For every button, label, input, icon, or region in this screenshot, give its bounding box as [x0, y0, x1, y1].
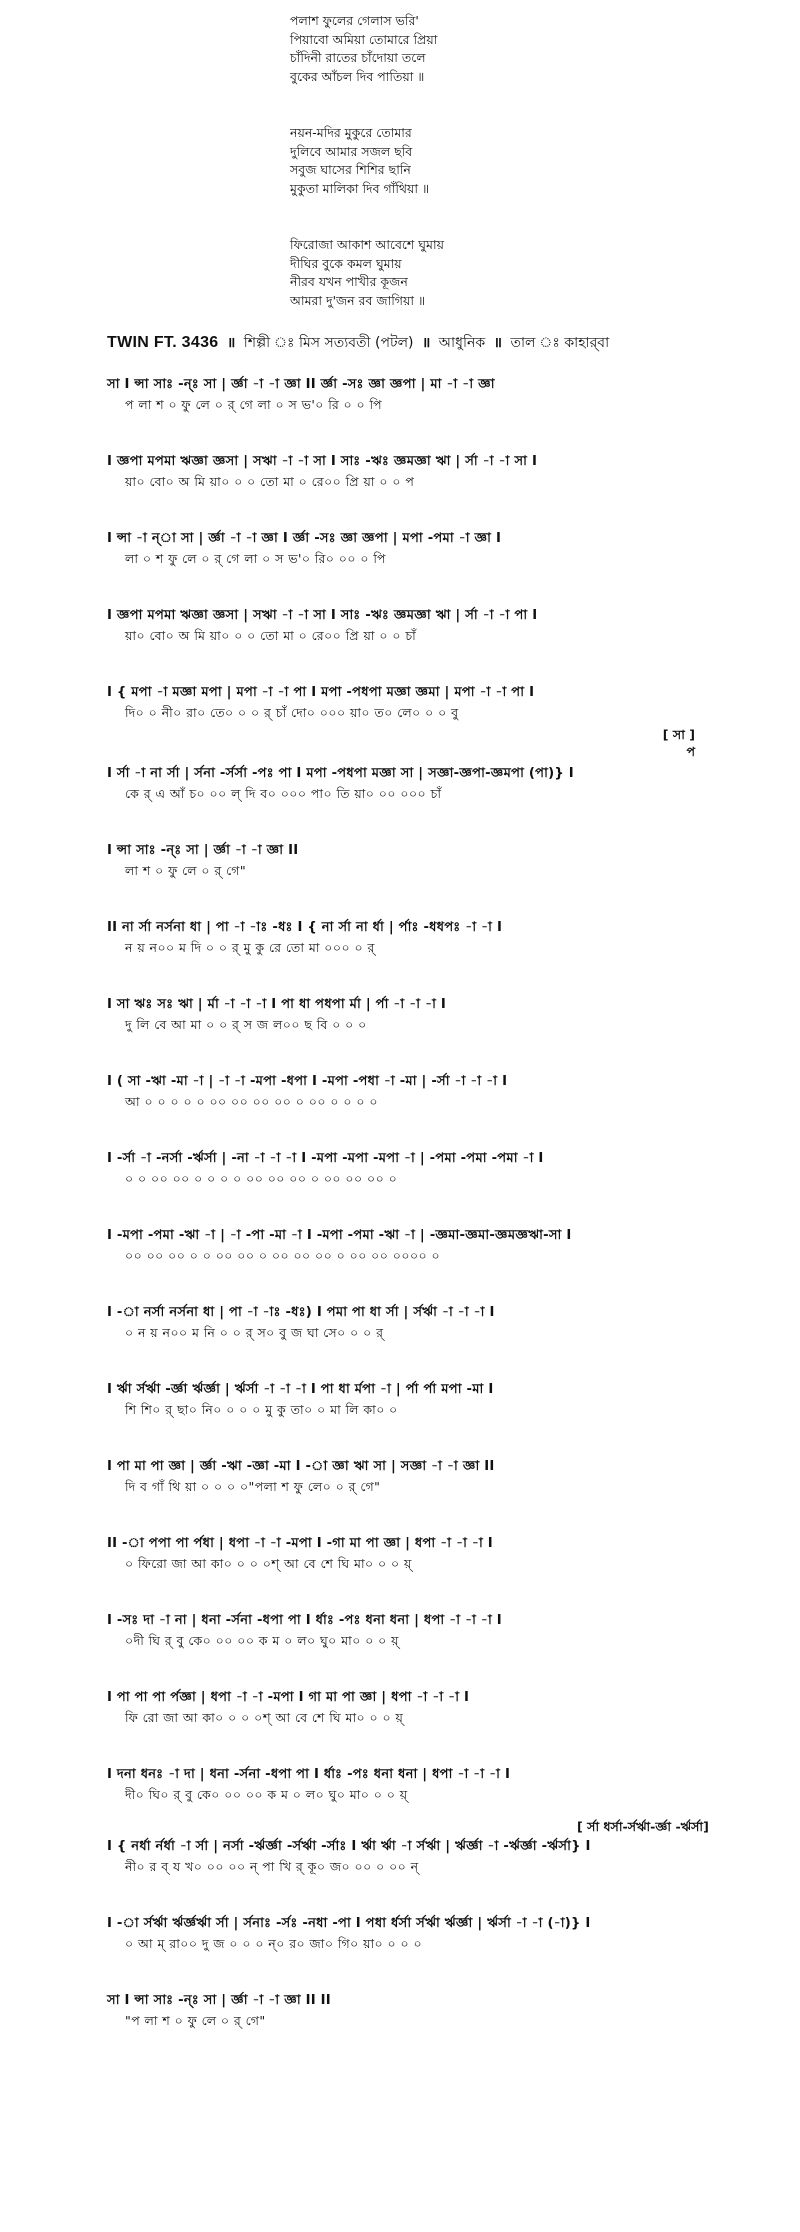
- notation-row: [107, 1226, 707, 1265]
- lyrics-line: পিয়াবো অমিয়া তোমারে প্রিয়া: [290, 31, 438, 47]
- swara-line: I -া নর্সা নর্সনা ধা | পা -া -াঃ -ধঃ) I পমা পা ধা র্সা | র্সর্ঋা -া -া -া I: [107, 1305, 495, 1320]
- tala-label: তাল ঃ কাহার্‌বা: [510, 335, 610, 351]
- swara-line: I -মপা -পমা -ঋা -া | -া -পা -মা -া I -মপা -পমা -ঋা -া | -জ্ঞমা-জ্ঞমা-জ্ঞমজ্ঞঋা-সা I: [107, 1228, 572, 1243]
- syllable-line: ০০ ০০ ০০ ০ ০ ০০ ০০ ০ ০০ ০০ ০০ ০ ০০ ০০ ০০০০ ০: [125, 1248, 441, 1263]
- syllable-line: কে র্‌ এ আঁ চ০ ০০ ল্‌ দি ব০ ০০০ পা০ তি য়া০ ০০ ০০০ চাঁ: [125, 786, 442, 801]
- syllable-line: আ ০ ০ ০ ০ ০ ০০ ০০ ০০ ০০ ০ ০০ ০ ০ ০ ০: [125, 1094, 378, 1109]
- syllable-line: ০ আ ম্‌ রা০০ দু জ ০ ০ ০ ন্‌০ র০ জা০ গি০ য়া০ ০ ০ ০: [125, 1936, 423, 1951]
- notation-row: [107, 452, 707, 491]
- swara-line: II -া পপা পা র্পধা | ধপা -া -া -মপা I -গা মা পা জ্ঞা | ধপা -া -া -া I: [107, 1536, 493, 1551]
- swara-line: I -সঃ দা -া না | ধনা -র্সনা -ধপা পা I র্ধাঃ -পঃ ধনা ধনা | ধপা -া -া -া I: [107, 1613, 502, 1628]
- syllable-line: ০ ০ ০০ ০০ ০ ০ ০ ০ ০০ ০০ ০০ ০ ০০ ০০ ০০ ০: [125, 1171, 398, 1186]
- lyrics-line: পলাশ ফুলের গেলাস ভরি': [290, 13, 419, 28]
- swara-line: II না র্সা নর্সনা ধা | পা -া -াঃ -ধঃ I { না র্সা না র্ধা | র্পাঃ -ধধপঃ -া -া I: [107, 920, 503, 935]
- syllable-line: লা ০ শ ফু লে ০ র্‌ গে লা ০ স ভ'০ রি০ ০০ ০ পি: [125, 551, 386, 566]
- syllable-line: দু লি বে আ মা ০ ০ র্‌ স জ ল০০ ছ বি ০ ০ ০: [125, 1017, 367, 1032]
- lyrics-line: দুলিবে আমার সজল ছবি: [290, 143, 413, 159]
- notation-row: [107, 1072, 707, 1111]
- song-heading: [107, 333, 747, 353]
- notation-row: [107, 995, 707, 1034]
- syllable-line: য়া০ বো০ অ মি য়া০ ০ ০ তো মা ০ রে০০ প্রি য়া ০ ০ প: [125, 474, 415, 489]
- lyrics-line: ফিরোজা আকাশ আবেশে ঘুমায়: [290, 237, 444, 252]
- swara-line: I জ্ঞপা মপমা ঋজ্ঞা জ্ঞসা | সঋা -া -া সা I সাঃ -ঋঃ জ্ঞমজ্ঞা ঋা | র্সা -া -া পা I: [107, 608, 538, 623]
- song-genre: আধুনিক: [438, 335, 486, 351]
- syllable-line: য়া০ বো০ অ মি য়া০ ০ ০ তো মা ০ রে০০ প্রি য়া ০ ০ চাঁ: [125, 628, 417, 643]
- notation-row: [107, 841, 707, 880]
- notation-row: [107, 764, 707, 803]
- syllable-line: দী০ ঘি০ র্‌ বু কে০ ০০ ০০ ক ম ০ ল০ ঘু০ মা০ ০ ০ য়্‌: [125, 1787, 408, 1802]
- syllable-line: ফি রো জা আ কা০ ০ ০ ০শ্‌ আ বে শে ঘি মা০ ০ ০ য়্‌: [125, 1710, 404, 1725]
- syllable-line: দি০ ০ নী০ রা০ তে০ ০ ০ র্‌ চাঁ দো০ ০০০ য়া০ ত০ লে০ ০ ০ বু: [125, 705, 459, 720]
- notation-row: [107, 1534, 707, 1573]
- lyrics-line: সবুজ ঘাসের শিশির ছানি: [290, 162, 411, 177]
- syllable-line: নী০ র ব্‌ য খ০ ০০ ০০ ন্‌ পা খি র্‌ কূ০ জ০ ০০ ০ ০০ ন্‌: [125, 1859, 419, 1874]
- swara-line: I ( সা -ঋা -মা -া | -া -া -মপা -ধপা I -মপা -পধা -া -মা | -র্সা -া -া -া I: [107, 1074, 508, 1089]
- swara-line: I { নর্ধা র্নর্ধা -া র্সা | নর্সা -র্ঋর্জ্ঞা -র্সর্ঋা -র্সাঃ I র্ঋা র্ঋা -া র্সর্ঋা | র্ঋর্জ্ঞা -া -র্ঋর্জ্ঞা -র্ঋর্সা} I: [107, 1839, 591, 1854]
- notation-row: [107, 1380, 707, 1419]
- artist-credit: শিল্পী ঃ মিস সত্যবতী (পটল): [243, 335, 414, 351]
- syllable-line: ০দী ঘি র্‌ বু কে০ ০০ ০০ ক ম ০ ল০ ঘু০ মা০ ০ ০ য়্‌: [125, 1633, 399, 1648]
- swara-line: I ন্সা সাঃ -ন্‌ঃ সা | র্জ্ঞা -া -া জ্ঞা II: [107, 843, 299, 858]
- lyrics-line: চাঁদিনী রাতের চাঁদোয়া তলে: [290, 50, 426, 65]
- syllable-line: প লা শ ০ ফু লে ০ র্‌ গে লা ০ স ভ'০ রি ০ ০ পি: [125, 397, 383, 412]
- syllable-line: শি শি০ র্‌ ছা০ নি০ ০ ০ ০ মু কু তা০ ০ মা লি কা০ ০: [125, 1402, 398, 1417]
- alternate-syllable: প: [686, 744, 695, 759]
- notation-row: [107, 1149, 707, 1188]
- swara-line: I জ্ঞপা মপমা ঋজ্ঞা জ্ঞসা | সঋা -া -া সা I সাঃ -ঋঃ জ্ঞমজ্ঞা ঋা | র্সা -া -া সা I: [107, 454, 538, 469]
- notation-row: [107, 375, 707, 414]
- swara-line: I -া র্সর্ঋা র্ঋর্জ্ঞর্ঋা র্সা | র্সনাঃ -র্সঃ -নধা -পা I পধা র্ধর্সা র্সর্ঋা র্ঋর্জ্ঞা | র্ঋর্সা -া -া (-া)} I: [107, 1916, 591, 1931]
- notation-row: [107, 1765, 707, 1804]
- syllable-line: ০ ন য় ন০০ ম নি ০ ০ র্‌ স০ বু জ ঘা সে০ ০ ০ র্‌: [125, 1325, 384, 1340]
- lyrics-stanza-3: [290, 236, 650, 310]
- notation-row: [107, 918, 707, 957]
- swara-line: I র্ঋা র্সর্ঋা -র্জ্ঞা র্ঋর্জ্ঞা | র্ঋর্সা -া -া -া I পা ধা র্মপা -া | র্পা র্পা মপা -মা I: [107, 1382, 494, 1397]
- lyrics-line: মুকুতা মালিকা দিব গাঁথিয়া ॥: [290, 180, 430, 196]
- lyrics-line: নয়ন-মদির মুকুরে তোমার: [290, 125, 412, 140]
- notation-row: [107, 1991, 707, 2030]
- syllable-line: ০ ফিরো জা আ কা০ ০ ০ ০শ্‌ আ বে শে ঘি মা০ ০ ০ য়্‌: [125, 1556, 412, 1571]
- heading-separator: ॥: [226, 335, 236, 351]
- alternate-phrase: [107, 726, 707, 760]
- lyrics-line: বুকের আঁচল দিব পাতিয়া ॥: [290, 68, 425, 84]
- notation-row: [107, 529, 707, 568]
- swara-line: সা I ন্সা সাঃ -ন্‌ঃ সা | র্জ্ঞা -া -া জ্ঞা II র্জ্ঞা -সঃ জ্ঞা জ্ঞপা | মা -া -া জ্ঞা: [107, 377, 495, 392]
- lyrics-stanza-1: [290, 12, 650, 86]
- notation-row: [107, 1688, 707, 1727]
- swara-line: সা I ন্সা সাঃ -ন্‌ঃ সা | র্জ্ঞা -া -া জ্ঞা II II: [107, 1993, 331, 2008]
- notation-row: [107, 1303, 707, 1342]
- record-number: TWIN FT. 3436: [107, 334, 219, 351]
- alternate-phrase: [107, 1818, 707, 1835]
- notation-row: [107, 1837, 707, 1876]
- heading-separator: ॥: [421, 335, 431, 351]
- syllable-line: ন য় ন০০ ম দি ০ ০ র্‌ মু কু রে তো মা ০০০ ০ র্‌: [125, 940, 375, 955]
- song-lyrics: [290, 12, 650, 348]
- notation-row: [107, 1611, 707, 1650]
- swara-line: I পা পা পা র্পজ্ঞা | ধপা -া -া -মপা I গা মা পা জ্ঞা | ধপা -া -া -া I: [107, 1690, 470, 1705]
- lyrics-stanza-2: [290, 124, 650, 198]
- notation-row: [107, 1457, 707, 1496]
- syllable-line: "প লা শ ০ ফু লে ০ র্‌ গে": [125, 2013, 266, 2028]
- alternate-swara: [ সা ]: [662, 727, 695, 742]
- swara-line: I ন্সা -া ন্‌া সা | র্জ্ঞা -া -া জ্ঞা I র্জ্ঞা -সঃ জ্ঞা জ্ঞপা | মপা -পমা -া জ্ঞা I: [107, 531, 502, 546]
- syllable-line: লা শ ০ ফু লে ০ র্‌ গে": [125, 863, 247, 878]
- notation-row: [107, 1914, 707, 1953]
- alternate-swara: [ র্সা ধর্সা-র্সর্ঋা-র্জ্ঞা -র্ঋর্সা]: [577, 1819, 709, 1834]
- lyrics-line: দীঘির বুকে কমল ঘুমায়: [290, 255, 402, 271]
- swara-line: I -র্সা -া -নর্সা -র্ঋর্সা | -না -া -া -া I -মপা -মপা -মপা -া | -পমা -পমা -পমা -া I: [107, 1151, 544, 1166]
- swara-line: I পা মা পা জ্ঞা | র্জ্ঞা -ঋা -জ্ঞা -মা I -া জ্ঞা ঋা সা | সজ্ঞা -া -া জ্ঞা II: [107, 1459, 495, 1474]
- notation-row: [107, 606, 707, 645]
- lyrics-line: নীরব যখন পাখীর কূজন: [290, 274, 408, 289]
- notation-row: [107, 683, 707, 722]
- heading-separator: ॥: [493, 335, 502, 351]
- swaralipi-notation: [107, 375, 707, 2068]
- lyrics-line: আমরা দু'জন রব জাগিয়া ॥: [290, 292, 426, 308]
- swara-line: I সা ঋঃ সঃ ঋা | র্মা -া -া -া I পা ধা পধপা র্মা | র্পা -া -া -া I: [107, 997, 447, 1012]
- swara-line: I দনা ধনঃ -া দা | ধনা -র্সনা -ধপা পা I র্ধাঃ -পঃ ধনা ধনা | ধপা -া -া -া I: [107, 1767, 511, 1782]
- swara-line: I { মপা -া মজ্ঞা মপা | মপা -া -া পা I মপা -পধপা মজ্ঞা জ্ঞমা | মপা -া -া পা I: [107, 685, 535, 700]
- swara-line: I র্সা -া না র্সা | র্সনা -র্সর্সা -পঃ পা I মপা -পধপা মজ্ঞা সা | সজ্ঞা-জ্ঞপা-জ্ঞমপা (পা)} I: [107, 766, 574, 781]
- syllable-line: দি ব গাঁ থি য়া ০ ০ ০ ০"পলা শ ফু লে০ ০ র্‌ গে": [125, 1479, 381, 1494]
